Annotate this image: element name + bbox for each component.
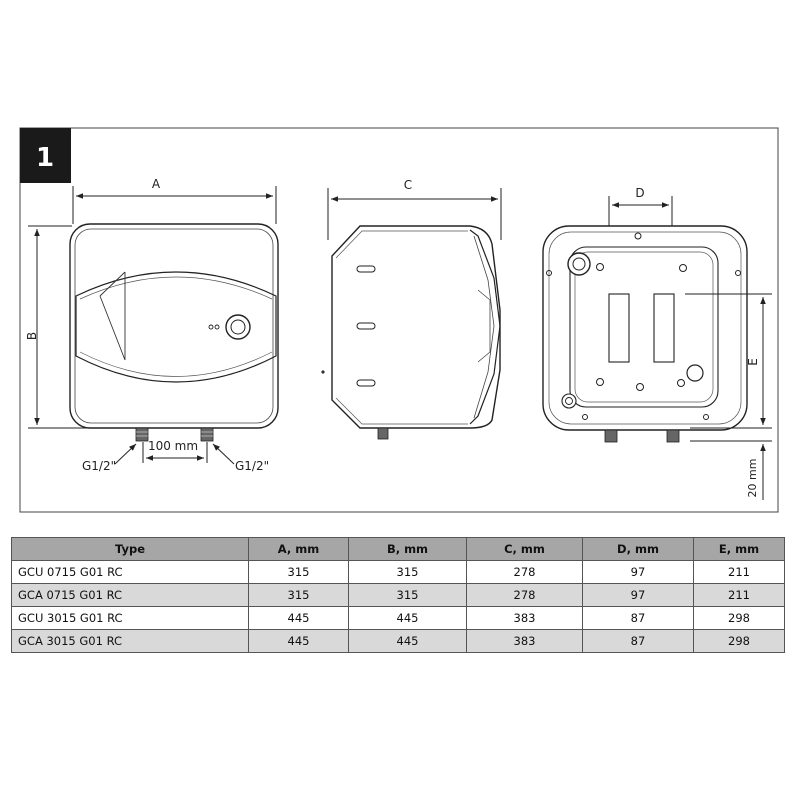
back-pipe-connector-left [605,430,617,442]
cell-b: 445 [349,630,467,653]
header-a: A, mm [249,538,349,561]
dimension-label-clearance: 20 mm [746,458,759,498]
table-row [12,561,785,584]
cell-b: 315 [349,584,467,607]
cell-type: GCU 0715 G01 RC [12,561,249,584]
table-row [12,630,785,653]
cell-e: 211 [694,584,785,607]
side-pipe-connector [378,428,388,439]
cell-a: 445 [249,607,349,630]
cell-c: 278 [467,584,583,607]
thread-label-left: G1/2" [82,459,117,473]
cell-d: 87 [583,630,694,653]
header-e: E, mm [694,538,785,561]
back-mounting-slot-right [654,294,674,362]
mounting-slot-1 [357,266,375,272]
dimension-label-d: D [635,186,645,200]
cell-d: 87 [583,607,694,630]
thermostat-knob [226,315,250,339]
header-b: B, mm [349,538,467,561]
cell-a: 315 [249,584,349,607]
dimension-label-c: C [403,178,413,192]
dimensions-table [11,537,785,653]
cell-c: 383 [467,607,583,630]
back-mounting-slot-left [609,294,629,362]
header-d: D, mm [583,538,694,561]
flange [568,253,590,275]
cell-c: 383 [467,630,583,653]
back-view [543,186,772,500]
cell-type: GCA 3015 G01 RC [12,630,249,653]
cell-c: 278 [467,561,583,584]
pipe-connector-left [136,428,148,441]
cell-e: 298 [694,630,785,653]
cell-b: 315 [349,561,467,584]
cell-e: 298 [694,607,785,630]
dimension-label-a: A [151,177,161,191]
table-row [12,607,785,630]
cell-d: 97 [583,561,694,584]
side-view [321,178,501,439]
table-row [12,584,785,607]
header-c: C, mm [467,538,583,561]
front-view [25,177,278,473]
pipe-connector-right [201,428,213,441]
cell-b: 445 [349,607,467,630]
dimension-label-spacing: 100 mm [147,439,199,453]
dimension-label-b: B [25,331,39,341]
cell-e: 211 [694,561,785,584]
dimension-label-e: E [746,358,760,366]
cell-d: 97 [583,584,694,607]
back-pipe-connector-right [667,430,679,442]
cell-type: GCU 3015 G01 RC [12,607,249,630]
cell-type: GCA 0715 G01 RC [12,584,249,607]
thread-label-right: G1/2" [235,459,270,473]
figure-number: 1 [35,143,55,173]
cell-a: 445 [249,630,349,653]
table-header-row [12,538,785,561]
mounting-slot-2 [357,323,375,329]
mounting-slot-3 [357,380,375,386]
cell-a: 315 [249,561,349,584]
header-type: Type [12,538,249,561]
